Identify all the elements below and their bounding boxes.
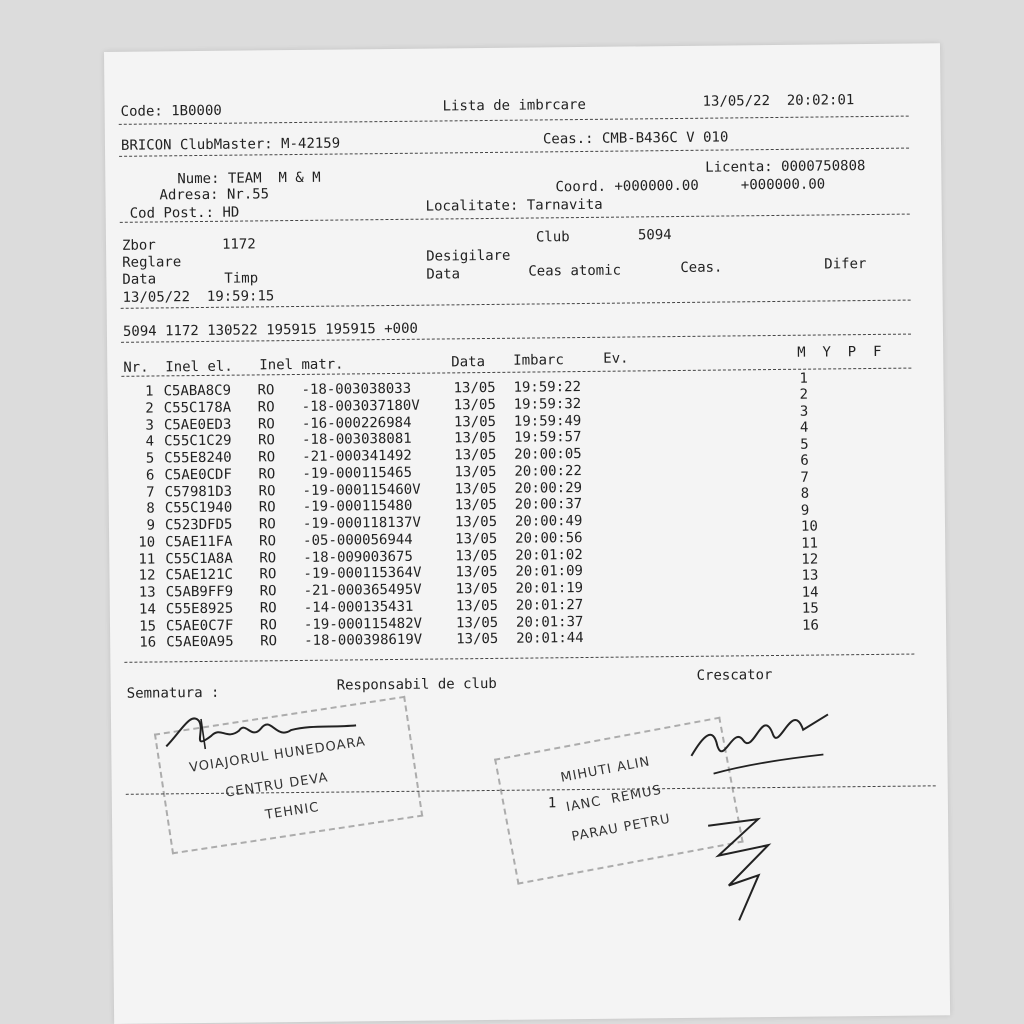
flight-summary: 5094 1172 130522 195915 195915 +000 [122, 320, 419, 340]
row-date: 13/05 [454, 497, 498, 514]
row-basket-time: 20:01:37 [515, 613, 584, 631]
row-number: 8 [146, 500, 155, 517]
row-basket-time: 19:59:49 [513, 412, 582, 430]
divider [124, 654, 914, 663]
row-number: 11 [138, 550, 156, 568]
row-ring-number: -18-000398619V [304, 631, 423, 650]
row-number: 13 [138, 584, 156, 601]
club-label: Club [535, 229, 570, 246]
col-event: Ev. [603, 350, 629, 367]
print-datetime: 13/05/22 20:02:01 [702, 92, 855, 110]
row-number: 2 [145, 400, 154, 417]
owner-name: Nume: TEAM M & M [177, 169, 321, 188]
row-basket-time: 20:00:29 [514, 479, 583, 497]
device-label: BRICON ClubMaster: M-42159 [120, 135, 341, 154]
row-country: RO [258, 499, 276, 516]
signature-breeder-2 [698, 805, 799, 926]
col-chip-ring: Inel el. [165, 358, 233, 376]
row-number: 16 [139, 634, 157, 651]
stamp-line: VOIAJORUL HUNEDOARA [188, 734, 367, 776]
row-number: 12 [138, 567, 156, 584]
row-country: RO [259, 599, 277, 617]
row-country: RO [260, 633, 278, 650]
row-date: 13/05 [454, 463, 497, 481]
row-chip-ring: C55E8925 [165, 600, 234, 618]
row-chip-ring: C55C1C29 [163, 432, 232, 450]
row-chip-ring: C5AE0CDF [164, 466, 232, 484]
clock-label: Ceas.: CMB-B436C V 010 [542, 129, 729, 148]
row-position: 5 [800, 436, 809, 453]
row-chip-ring: C5AE121C [165, 566, 234, 584]
col-basket-time: Imbarc [513, 352, 564, 369]
club-value: 5094 [637, 227, 672, 244]
row-country: RO [257, 432, 276, 449]
row-chip-ring: C57981D3 [164, 483, 233, 500]
stamp-line: IANC REMUS [564, 782, 664, 816]
row-date: 13/05 [456, 631, 499, 648]
row-country: RO [257, 382, 275, 399]
row-position: 11 [801, 535, 819, 552]
row-position: 12 [801, 551, 819, 568]
row-ring-number: -21-000341492 [302, 447, 412, 465]
row-chip-ring: C55C1A8A [165, 550, 233, 567]
row-position: 7 [800, 469, 810, 486]
col-ring-number: Inel matr. [259, 356, 344, 374]
row-date: 13/05 [455, 547, 498, 564]
row-country: RO [259, 549, 277, 566]
row-position: 10 [800, 518, 818, 535]
row-country: RO [259, 583, 277, 600]
stamp-line: PARAU PETRU [570, 811, 672, 845]
row-basket-time: 20:01:19 [515, 580, 584, 597]
row-basket-time: 20:01:27 [515, 596, 584, 614]
row-ring-number: -21-000365495V [303, 581, 422, 599]
row-ring-number: -16-000226984 [301, 414, 412, 432]
row-chip-ring: C5AE0A95 [166, 633, 234, 651]
row-date: 13/05 [454, 446, 497, 464]
row-basket-time: 20:00:22 [514, 462, 582, 480]
code-label: Code: 1B0000 [120, 102, 222, 120]
row-chip-ring: C55E8240 [164, 449, 232, 467]
row-chip-ring: C55C178A [163, 399, 232, 417]
row-date: 13/05 [453, 396, 496, 414]
difference-label: Difer [824, 256, 867, 273]
row-country: RO [257, 398, 275, 416]
postal-code: Cod Post.: HD [129, 204, 240, 222]
row-number: 10 [138, 534, 156, 551]
divider [119, 116, 909, 125]
row-chip-ring: C5AE0C7F [165, 617, 234, 634]
row-chip-ring: C5ABA8C9 [163, 382, 232, 400]
row-country: RO [259, 566, 277, 583]
row-ring-number: -19-000115364V [303, 564, 422, 583]
row-date: 13/05 [453, 430, 497, 447]
row-country: RO [257, 415, 275, 432]
row-number: 5 [145, 450, 155, 467]
row-country: RO [258, 516, 276, 533]
row-country: RO [258, 465, 276, 483]
flight-value: 1172 [221, 236, 256, 253]
row-date: 13/05 [455, 614, 499, 631]
stamp-line: CENTRU DEVA [224, 770, 330, 801]
row-ring-number: -19-000118137V [302, 514, 422, 532]
row-chip-ring: C55C1940 [164, 499, 233, 517]
row-position: 15 [801, 600, 819, 618]
row-date: 13/05 [455, 580, 498, 598]
row-basket-time: 20:00:56 [515, 529, 583, 547]
row-ring-number: -05-000056944 [303, 531, 413, 549]
row-ring-number: -14-000135431 [303, 598, 414, 616]
row-ring-number: -18-003038033 [301, 380, 412, 398]
row-number: 15 [139, 617, 157, 635]
stamp-line: MIHUTI ALIN [559, 754, 652, 786]
document-title: Lista de imbrcare [442, 96, 586, 115]
row-date: 13/05 [453, 413, 497, 430]
row-number: 14 [138, 601, 156, 618]
row-country: RO [259, 616, 277, 633]
row-country: RO [258, 449, 276, 466]
row-number: 3 [145, 416, 154, 434]
club-responsible-label: Responsabil de club [336, 675, 497, 694]
atomic-clock-label: Ceas atomic [528, 262, 622, 280]
reglare-datetime: 13/05/22 19:59:15 [122, 288, 275, 306]
row-position: 2 [799, 387, 809, 404]
row-ring-number: -19-000115480 [302, 498, 413, 516]
page-count: 1 [547, 795, 557, 812]
flight-label: Zbor [121, 237, 156, 254]
row-position: 6 [800, 452, 809, 469]
row-basket-time: 20:00:49 [514, 513, 583, 530]
row-number: 9 [146, 517, 156, 534]
owner-address: Adresa: Nr.55 [159, 186, 270, 204]
printed-sheet [104, 43, 950, 1024]
row-position: 8 [800, 485, 810, 502]
row-date: 13/05 [453, 379, 496, 397]
divider [121, 368, 911, 377]
row-basket-time: 19:59:22 [513, 379, 582, 396]
desigilare-label: Desigilare [426, 247, 511, 265]
row-basket-time: 20:00:37 [514, 496, 583, 513]
row-ring-number: -19-000115465 [302, 464, 413, 482]
locality: Localitate: Tarnavita [425, 196, 603, 215]
row-date: 13/05 [454, 480, 497, 497]
row-ring-number: -18-003037180V [301, 397, 420, 415]
signature-label: Semnatura : [126, 684, 220, 702]
row-position: 14 [801, 584, 819, 601]
row-ring-number: -18-009003675 [303, 548, 413, 566]
time-label: Timp [224, 270, 259, 287]
row-ring-number: -19-000115482V [303, 615, 423, 633]
row-chip-ring: C5AE11FA [165, 533, 233, 551]
coordinates: Coord. +000000.00 +000000.00 [555, 176, 826, 196]
row-date: 13/05 [455, 564, 498, 581]
row-basket-time: 19:59:32 [513, 395, 582, 413]
row-chip-ring: C5AB9FF9 [165, 583, 234, 601]
row-date: 13/05 [455, 597, 499, 615]
desigilare-date-label: Data [426, 266, 461, 283]
row-number: 4 [145, 433, 155, 450]
row-position: 4 [799, 420, 809, 437]
col-date: Data [451, 354, 486, 371]
col-nr: Nr. [123, 359, 149, 376]
row-basket-time: 20:00:05 [514, 446, 582, 463]
row-country: RO [259, 532, 277, 550]
col-mypf: M Y P F [797, 343, 882, 361]
stamp-line: TEHNIC [264, 799, 321, 823]
row-number: 1 [145, 383, 154, 400]
row-chip-ring: C523DFD5 [164, 516, 233, 534]
row-ring-number: -18-003038081 [301, 431, 412, 449]
row-position: 3 [799, 403, 809, 420]
signature-breeder-1 [683, 694, 834, 776]
breeder-label: Crescator [696, 667, 773, 684]
row-date: 13/05 [454, 513, 498, 531]
row-basket-time: 19:59:57 [513, 429, 582, 446]
row-number: 6 [145, 467, 155, 484]
row-chip-ring: C5AE0ED3 [163, 416, 232, 433]
row-number: 7 [146, 483, 155, 501]
row-basket-time: 20:01:09 [515, 563, 583, 580]
license-number: Licenta: 0000750808 [705, 158, 866, 176]
row-country: RO [258, 482, 276, 499]
clock-col-label: Ceas. [680, 259, 723, 276]
signature-responsible [161, 699, 362, 761]
row-position: 16 [801, 617, 819, 634]
row-date: 13/05 [455, 530, 498, 548]
row-basket-time: 20:01:02 [515, 546, 583, 564]
date-label: Data [122, 271, 157, 288]
row-position: 9 [800, 502, 810, 519]
row-position: 13 [801, 567, 819, 585]
reglare-label: Reglare [122, 254, 182, 271]
row-basket-time: 20:01:44 [516, 630, 584, 647]
row-ring-number: -19-000115460V [302, 481, 421, 499]
row-position: 1 [799, 370, 808, 387]
